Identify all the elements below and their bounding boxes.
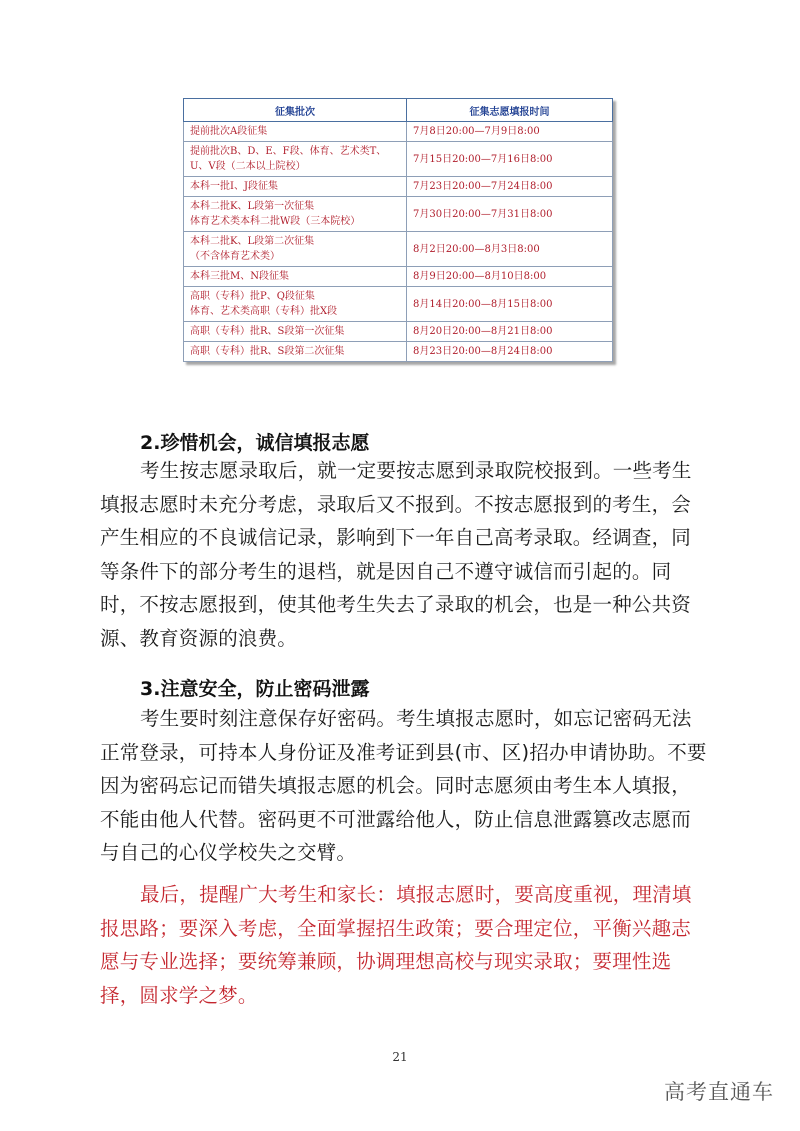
time-cell: 8月14日20:00—8月15日8:00 — [407, 287, 613, 322]
table-row — [184, 197, 613, 232]
batch-cell — [184, 232, 407, 267]
header-batch: 征集批次 — [184, 99, 407, 122]
batch-line: 本科一批I、J段征集 — [190, 181, 278, 192]
time-cell: 8月20日20:00—8月21日8:00 — [407, 322, 613, 342]
schedule-table — [183, 98, 613, 362]
batch-cell — [184, 322, 407, 342]
batch-line: 提前批次A段征集 — [190, 126, 268, 137]
section-3-body — [100, 702, 710, 870]
table-row — [184, 232, 613, 267]
batch-cell — [184, 177, 407, 197]
time-cell: 7月8日20:00—7月9日8:00 — [407, 122, 613, 142]
table-row — [184, 322, 613, 342]
batch-line: 高职（专科）批R、S段第二次征集 — [190, 346, 345, 357]
section-2-title: 2.珍惜机会，诚信填报志愿 — [140, 432, 370, 454]
closing-paragraph: 最后，提醒广大考生和家长：填报志愿时，要高度重视，理清填报思路；要深入考虑，全面掌握招生政策；要合理定位，平衡兴趣志愿与专业选择；要统筹兼顾，协调理想高校与现实录取；要理性选择，圆求学之梦。 — [100, 883, 692, 1007]
batch-line: 高职（专科）批R、S段第一次征集 — [190, 326, 345, 337]
batch-line: 本科二批K、L段第一次征集 — [190, 201, 315, 212]
watermark-text: 高考直通车 — [664, 1080, 774, 1104]
section-2-body — [100, 454, 710, 655]
batch-cell — [184, 267, 407, 287]
time-cell: 8月9日20:00—8月10日8:00 — [407, 267, 613, 287]
batch-cell — [184, 342, 407, 362]
table-header-row — [184, 99, 613, 122]
schedule-table-wrapper — [183, 98, 613, 362]
closing-reminder — [100, 878, 710, 1012]
batch-line: （不含体育艺术类） — [190, 251, 280, 262]
batch-cell — [184, 197, 407, 232]
table-row — [184, 177, 613, 197]
batch-line: 体育、艺术类高职（专科）批X段 — [190, 306, 338, 317]
table-row — [184, 122, 613, 142]
table-row — [184, 342, 613, 362]
batch-line: 高职（专科）批P、Q段征集 — [190, 291, 315, 302]
batch-line: 体育艺术类本科二批W段（三本院校） — [190, 216, 361, 227]
batch-line: U、V段（二本以上院校） — [190, 161, 306, 172]
section-3-title: 3.注意安全，防止密码泄露 — [140, 678, 370, 700]
table-row — [184, 267, 613, 287]
time-cell: 8月23日20:00—8月24日8:00 — [407, 342, 613, 362]
page-number: 21 — [392, 1050, 408, 1064]
batch-line: 提前批次B、D、E、F段、体育、艺术类T、 — [190, 146, 387, 157]
batch-cell — [184, 122, 407, 142]
time-cell: 8月2日20:00—8月3日8:00 — [407, 232, 613, 267]
table-row — [184, 142, 613, 177]
batch-line: 本科二批K、L段第二次征集 — [190, 236, 315, 247]
batch-cell — [184, 287, 407, 322]
batch-cell — [184, 142, 407, 177]
section-3-paragraph: 考生要时刻注意保存好密码。考生填报志愿时，如忘记密码无法正常登录，可持本人身份证及准考证到县(市、区)招办申请协助。不要因为密码忘记而错失填报志愿的机会。同时志愿须由考生本人填报，不能由他人代替。密码更不可泄露给他人，防止信息泄露篡改志愿而与自己的心仪学校失之交臂。 — [100, 707, 707, 864]
time-cell: 7月23日20:00—7月24日8:00 — [407, 177, 613, 197]
batch-line: 本科三批M、N段征集 — [190, 271, 289, 282]
table-row — [184, 287, 613, 322]
section-2-paragraph: 考生按志愿录取后，就一定要按志愿到录取院校报到。一些考生填报志愿时未充分考虑，录取后又不报到。不按志愿报到的考生，会产生相应的不良诚信记录，影响到下一年自己高考录取。经调查，同等条件下的部分考生的退档，就是因自己不遵守诚信而引起的。同时，不按志愿报到，使其他考生失去了录取的机会，也是一种公共资源、教育资源的浪费。 — [100, 459, 692, 650]
table-body — [184, 122, 613, 362]
header-time: 征集志愿填报时间 — [407, 99, 613, 122]
time-cell: 7月30日20:00—7月31日8:00 — [407, 197, 613, 232]
time-cell: 7月15日20:00—7月16日8:00 — [407, 142, 613, 177]
